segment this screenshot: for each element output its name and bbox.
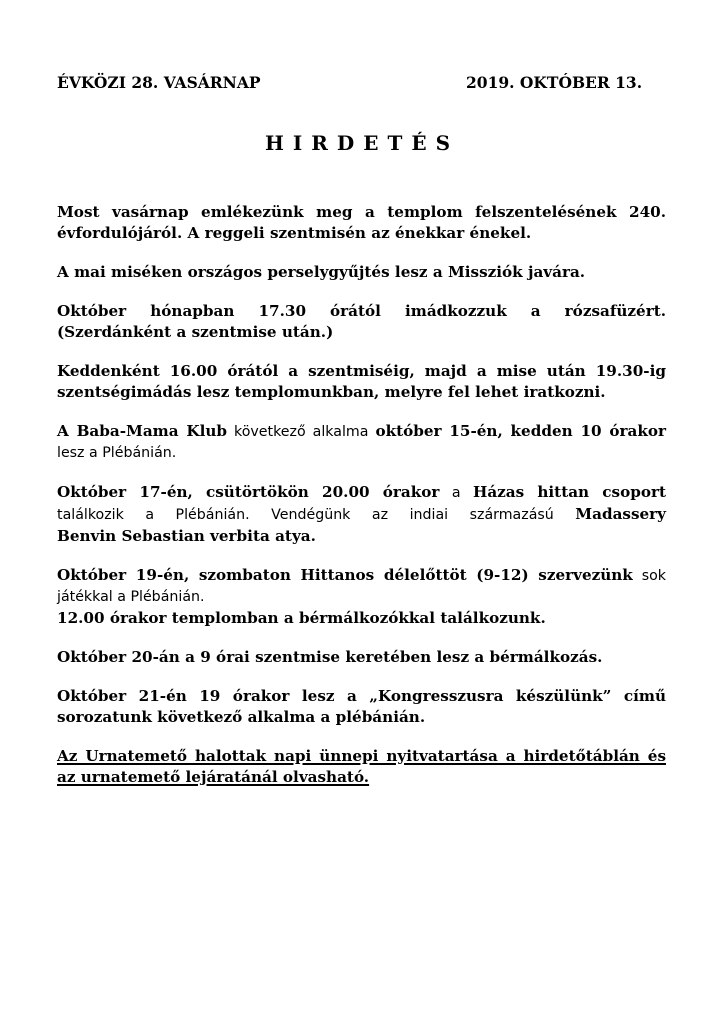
announcement-catechism-line-1 [57,565,666,587]
announcement-marriage-group [57,482,666,547]
announcement-congress-series [57,686,666,728]
announcement-catechism-line-2: játékkal a Plébánián. [57,589,205,605]
announcement-collection [57,262,666,283]
announcement-marriage-line-2 [57,504,666,526]
announcement-anniversary-line-1: Most vasárnap emlékezünk meg a templom felszentelésének 240. [57,203,666,221]
marriage-group-guest-text: találkozik a Plébánián. Vendégünk az indiai származású [57,507,576,523]
announcement-urn-cemetery-line-2: az urnatemető lejáratánál olvasható. [57,768,370,786]
announcement-confirmation-meeting: 12.00 órakor templomban a bérmálkozókkal találkozunk. [57,609,546,627]
announcement-marriage-line-3: Benvin Sebastian verbita atya. [57,527,316,545]
header-sunday: ÉVKÖZI 28. VASÁRNAP [57,73,261,92]
announcement-baba-mama-line-1 [57,421,666,443]
catechism-event: Október 19-én, szombaton Hittanos délelőttöt (9-12) szervezünk [57,566,633,584]
announcement-anniversary [57,202,666,244]
announcement-rosary-line-1: Október hónapban 17.30 órától imádkozzuk a rózsafüzért. [57,302,666,320]
marriage-group-name: Házas hittan csoport [472,483,666,501]
baba-mama-club-name: A Baba-Mama Klub [57,422,227,440]
marriage-group-guest-surname: Madassery [575,505,666,523]
marriage-group-date: Október 17-én, csütörtökön 20.00 órakor [57,483,440,501]
announcement-urn-cemetery [57,746,666,788]
announcement-congress-line-2: sorozatunk következő alkalma a plébánián. [57,708,426,726]
announcement-adoration-line-2: szentségimádás lesz templomunkban, melyre fel lehet iratkozni. [57,383,606,401]
announcement-urn-cemetery-line-1: Az Urnatemető halottak napi ünnepi nyitvatartása a hirdetőtáblán és [57,747,666,765]
catechism-games-text: sok [632,568,666,584]
announcement-congress-line-1: Október 21-én 19 órakor lesz a „Kongresszusra készülünk” című [57,687,666,705]
announcement-collection-line: A mai miséken országos perselygyűjtés lesz a Missziók javára. [57,263,586,281]
announcement-anniversary-line-2: évfordulójáról. A reggeli szentmisén az énekkar énekel. [57,224,532,242]
baba-mama-text: következő alkalma [227,424,376,440]
announcement-rosary [57,301,666,343]
announcement-adoration [57,361,666,403]
page-title: HIRDETÉS [264,131,460,155]
announcement-catechism [57,565,666,629]
header-date: 2019. OKTÓBER 13. [466,73,643,92]
announcements-body [57,202,666,788]
announcement-adoration-line-1: Keddenként 16.00 órától a szentmiséig, majd a mise után 19.30-ig [57,362,666,380]
announcement-confirmation [57,647,666,668]
marriage-group-conjunction: a [439,485,473,501]
baba-mama-date: október 15-én, kedden 10 órakor [375,422,666,440]
announcement-rosary-line-2: (Szerdánként a szentmise után.) [57,323,334,341]
announcement-confirmation-line: Október 20-án a 9 órai szentmise keretében lesz a bérmálkozás. [57,648,603,666]
announcement-marriage-line-1 [57,482,666,504]
announcement-baba-mama-klub [57,421,666,464]
announcement-baba-mama-line-2: lesz a Plébánián. [57,445,177,461]
